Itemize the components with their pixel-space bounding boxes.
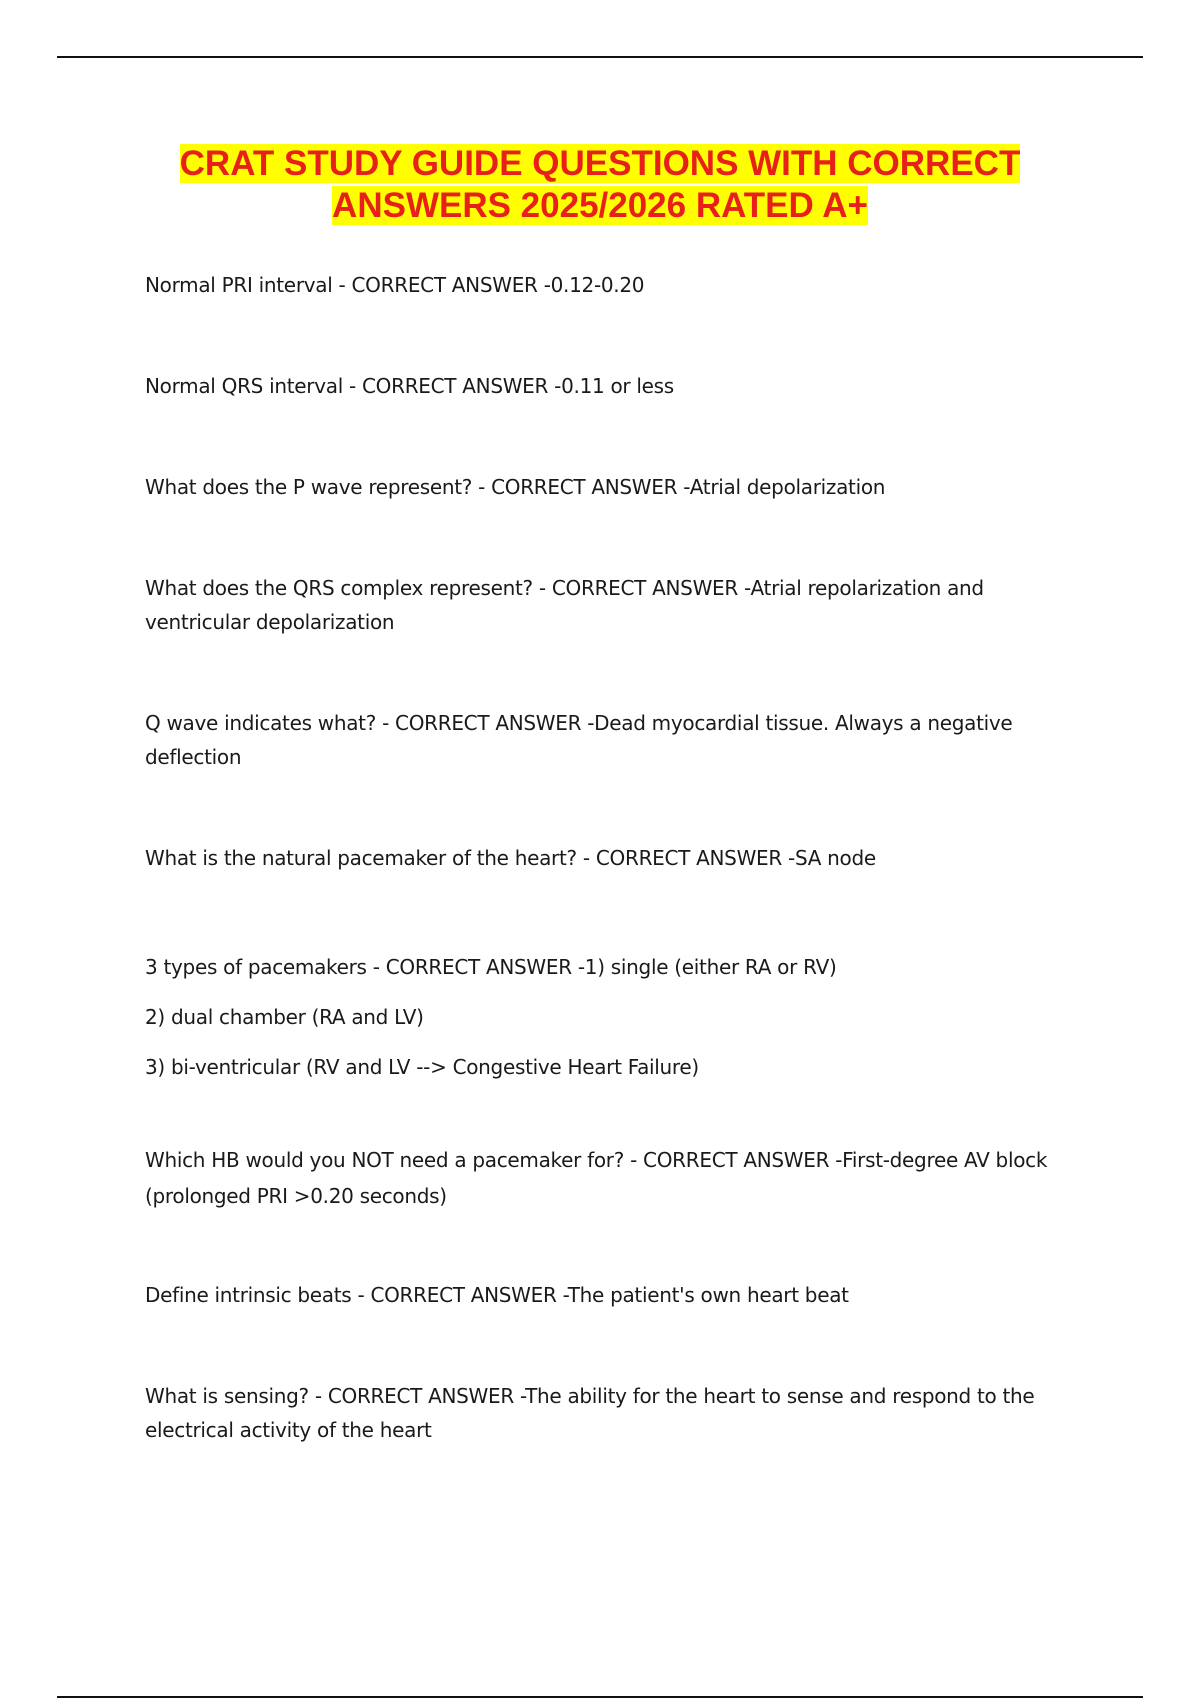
qa-line: Which HB would you NOT need a pacemaker for? - CORRECT ANSWER -First-degree AV block	[145, 1148, 1048, 1172]
qa-line: What does the P wave represent? - CORRECT ANSWER -Atrial depolarization	[145, 475, 886, 499]
title-line-1: CRAT STUDY GUIDE QUESTIONS WITH CORRECT	[179, 144, 1021, 183]
qa-line: deflection	[145, 745, 242, 769]
qa-item	[145, 841, 1065, 875]
qa-item	[145, 470, 1065, 504]
qa-line: 2) dual chamber (RA and LV)	[145, 1005, 424, 1029]
qa-line: (prolonged PRI >0.20 seconds)	[145, 1184, 447, 1208]
title-line-2: ANSWERS 2025/2026 RATED A+	[332, 186, 868, 225]
qa-line: Q wave indicates what? - CORRECT ANSWER -Dead myocardial tissue. Always a negative	[145, 711, 1013, 735]
qa-item	[145, 268, 1065, 302]
qa-item	[145, 1142, 1065, 1214]
qa-item	[145, 1278, 1065, 1312]
qa-item	[145, 1379, 1065, 1447]
qa-item	[145, 706, 1065, 774]
qa-line: What is sensing? - CORRECT ANSWER -The ability for the heart to sense and respond to the	[145, 1384, 1035, 1408]
qa-line: Define intrinsic beats - CORRECT ANSWER -The patient's own heart beat	[145, 1283, 849, 1307]
qa-item	[145, 571, 1065, 639]
qa-line: What does the QRS complex represent? - CORRECT ANSWER -Atrial repolarization and	[145, 576, 984, 600]
document-title	[100, 143, 1100, 227]
qa-line: Normal QRS interval - CORRECT ANSWER -0.11 or less	[145, 374, 674, 398]
qa-line: 3 types of pacemakers - CORRECT ANSWER -1) single (either RA or RV)	[145, 955, 837, 979]
qa-line: electrical activity of the heart	[145, 1418, 432, 1442]
qa-line: What is the natural pacemaker of the heart? - CORRECT ANSWER -SA node	[145, 846, 876, 870]
qa-item	[145, 369, 1065, 403]
footer-rule	[57, 1696, 1143, 1698]
qa-line: ventricular depolarization	[145, 610, 395, 634]
qa-line: Normal PRI interval - CORRECT ANSWER -0.12-0.20	[145, 273, 645, 297]
qa-line: 3) bi-ventricular (RV and LV --> Congestive Heart Failure)	[145, 1055, 699, 1079]
header-rule	[57, 56, 1143, 58]
qa-item	[145, 942, 1065, 1092]
